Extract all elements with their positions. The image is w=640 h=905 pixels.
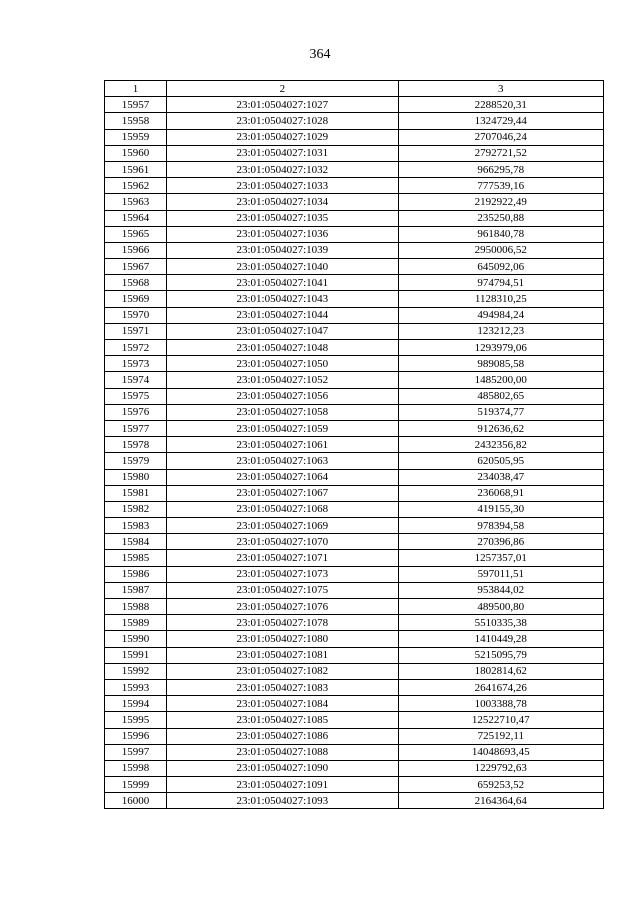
table-row [105, 372, 604, 388]
cadastral-number-cell: 23:01:0504027:1069 [167, 518, 398, 534]
table-row [105, 534, 604, 550]
table-row [105, 242, 604, 258]
value-cell: 234038,47 [398, 469, 603, 485]
table-row [105, 275, 604, 291]
table-row [105, 453, 604, 469]
column-header-2: 2 [167, 81, 398, 97]
table-row [105, 97, 604, 113]
row-number-cell: 15987 [105, 582, 167, 598]
cadastral-number-cell: 23:01:0504027:1086 [167, 728, 398, 744]
cadastral-number-cell: 23:01:0504027:1036 [167, 226, 398, 242]
cadastral-number-cell: 23:01:0504027:1061 [167, 437, 398, 453]
value-cell: 620505,95 [398, 453, 603, 469]
cadastral-number-cell: 23:01:0504027:1067 [167, 485, 398, 501]
value-cell: 1485200,00 [398, 372, 603, 388]
value-cell: 966295,78 [398, 161, 603, 177]
row-number-cell: 15972 [105, 340, 167, 356]
row-number-cell: 15975 [105, 388, 167, 404]
table-row [105, 404, 604, 420]
table-row [105, 663, 604, 679]
table-row [105, 777, 604, 793]
value-cell: 659253,52 [398, 777, 603, 793]
value-cell: 14048693,45 [398, 744, 603, 760]
cadastral-number-cell: 23:01:0504027:1031 [167, 145, 398, 161]
value-cell: 645092,06 [398, 259, 603, 275]
table-row [105, 615, 604, 631]
row-number-cell: 15982 [105, 501, 167, 517]
value-cell: 974794,51 [398, 275, 603, 291]
value-cell: 494984,24 [398, 307, 603, 323]
value-cell: 2432356,82 [398, 437, 603, 453]
value-cell: 12522710,47 [398, 712, 603, 728]
cadastral-number-cell: 23:01:0504027:1058 [167, 404, 398, 420]
cadastral-number-cell: 23:01:0504027:1041 [167, 275, 398, 291]
value-cell: 1293979,06 [398, 340, 603, 356]
cadastral-number-cell: 23:01:0504027:1059 [167, 420, 398, 436]
table-row [105, 161, 604, 177]
table-row [105, 744, 604, 760]
value-cell: 419155,30 [398, 501, 603, 517]
value-cell: 1410449,28 [398, 631, 603, 647]
cadastral-number-cell: 23:01:0504027:1043 [167, 291, 398, 307]
row-number-cell: 15958 [105, 113, 167, 129]
cadastral-number-cell: 23:01:0504027:1080 [167, 631, 398, 647]
cadastral-number-cell: 23:01:0504027:1064 [167, 469, 398, 485]
table-row [105, 356, 604, 372]
cadastral-number-cell: 23:01:0504027:1040 [167, 259, 398, 275]
row-number-cell: 15984 [105, 534, 167, 550]
value-cell: 912636,62 [398, 420, 603, 436]
table-row [105, 679, 604, 695]
value-cell: 777539,16 [398, 178, 603, 194]
table-row [105, 518, 604, 534]
row-number-cell: 15973 [105, 356, 167, 372]
table-row [105, 113, 604, 129]
value-cell: 2950006,52 [398, 242, 603, 258]
value-cell: 485802,65 [398, 388, 603, 404]
row-number-cell: 15983 [105, 518, 167, 534]
value-cell: 2707046,24 [398, 129, 603, 145]
row-number-cell: 15969 [105, 291, 167, 307]
row-number-cell: 15991 [105, 647, 167, 663]
row-number-cell: 15965 [105, 226, 167, 242]
table-row [105, 550, 604, 566]
table-header-row [105, 81, 604, 97]
row-number-cell: 15957 [105, 97, 167, 113]
row-number-cell: 15976 [105, 404, 167, 420]
cadastral-number-cell: 23:01:0504027:1052 [167, 372, 398, 388]
table-row [105, 210, 604, 226]
table-row [105, 712, 604, 728]
table-row [105, 469, 604, 485]
value-cell: 1257357,01 [398, 550, 603, 566]
cadastral-number-cell: 23:01:0504027:1081 [167, 647, 398, 663]
table-row [105, 129, 604, 145]
cadastral-number-cell: 23:01:0504027:1068 [167, 501, 398, 517]
column-header-3: 3 [398, 81, 603, 97]
cadastral-number-cell: 23:01:0504027:1073 [167, 566, 398, 582]
data-table [104, 80, 604, 809]
cadastral-number-cell: 23:01:0504027:1083 [167, 679, 398, 695]
table-row [105, 501, 604, 517]
row-number-cell: 15999 [105, 777, 167, 793]
cadastral-number-cell: 23:01:0504027:1093 [167, 793, 398, 809]
value-cell: 1802814,62 [398, 663, 603, 679]
table-row [105, 259, 604, 275]
table-row [105, 307, 604, 323]
value-cell: 236068,91 [398, 485, 603, 501]
value-cell: 2164364,64 [398, 793, 603, 809]
cadastral-number-cell: 23:01:0504027:1082 [167, 663, 398, 679]
column-header-1: 1 [105, 81, 167, 97]
row-number-cell: 15967 [105, 259, 167, 275]
cadastral-number-cell: 23:01:0504027:1085 [167, 712, 398, 728]
table-row [105, 566, 604, 582]
row-number-cell: 15993 [105, 679, 167, 695]
value-cell: 1003388,78 [398, 696, 603, 712]
table-row [105, 194, 604, 210]
value-cell: 519374,77 [398, 404, 603, 420]
table-row [105, 178, 604, 194]
cadastral-number-cell: 23:01:0504027:1027 [167, 97, 398, 113]
row-number-cell: 15959 [105, 129, 167, 145]
table-row [105, 437, 604, 453]
cadastral-number-cell: 23:01:0504027:1075 [167, 582, 398, 598]
table-row [105, 599, 604, 615]
row-number-cell: 15990 [105, 631, 167, 647]
cadastral-number-cell: 23:01:0504027:1078 [167, 615, 398, 631]
cadastral-number-cell: 23:01:0504027:1034 [167, 194, 398, 210]
value-cell: 1229792,63 [398, 760, 603, 776]
row-number-cell: 15970 [105, 307, 167, 323]
table-row [105, 696, 604, 712]
row-number-cell: 15968 [105, 275, 167, 291]
table-body [105, 97, 604, 809]
value-cell: 270396,86 [398, 534, 603, 550]
row-number-cell: 15981 [105, 485, 167, 501]
cadastral-number-cell: 23:01:0504027:1028 [167, 113, 398, 129]
row-number-cell: 15986 [105, 566, 167, 582]
row-number-cell: 15964 [105, 210, 167, 226]
row-number-cell: 15966 [105, 242, 167, 258]
table-row [105, 760, 604, 776]
row-number-cell: 15995 [105, 712, 167, 728]
value-cell: 978394,58 [398, 518, 603, 534]
value-cell: 2641674,26 [398, 679, 603, 695]
cadastral-number-cell: 23:01:0504027:1056 [167, 388, 398, 404]
row-number-cell: 15994 [105, 696, 167, 712]
table-row [105, 793, 604, 809]
table-row [105, 582, 604, 598]
value-cell: 5215095,79 [398, 647, 603, 663]
row-number-cell: 15980 [105, 469, 167, 485]
cadastral-number-cell: 23:01:0504027:1091 [167, 777, 398, 793]
value-cell: 2288520,31 [398, 97, 603, 113]
row-number-cell: 16000 [105, 793, 167, 809]
table-row [105, 226, 604, 242]
table-row [105, 631, 604, 647]
cadastral-number-cell: 23:01:0504027:1048 [167, 340, 398, 356]
value-cell: 5510335,38 [398, 615, 603, 631]
table-row [105, 291, 604, 307]
cadastral-number-cell: 23:01:0504027:1033 [167, 178, 398, 194]
row-number-cell: 15992 [105, 663, 167, 679]
row-number-cell: 15989 [105, 615, 167, 631]
row-number-cell: 15997 [105, 744, 167, 760]
row-number-cell: 15961 [105, 161, 167, 177]
row-number-cell: 15996 [105, 728, 167, 744]
cadastral-number-cell: 23:01:0504027:1029 [167, 129, 398, 145]
cadastral-number-cell: 23:01:0504027:1090 [167, 760, 398, 776]
value-cell: 1128310,25 [398, 291, 603, 307]
cadastral-number-cell: 23:01:0504027:1084 [167, 696, 398, 712]
cadastral-number-cell: 23:01:0504027:1076 [167, 599, 398, 615]
cadastral-number-cell: 23:01:0504027:1035 [167, 210, 398, 226]
table-row [105, 323, 604, 339]
row-number-cell: 15988 [105, 599, 167, 615]
table-row [105, 485, 604, 501]
value-cell: 989085,58 [398, 356, 603, 372]
value-cell: 123212,23 [398, 323, 603, 339]
row-number-cell: 15978 [105, 437, 167, 453]
cadastral-number-cell: 23:01:0504027:1071 [167, 550, 398, 566]
cadastral-number-cell: 23:01:0504027:1039 [167, 242, 398, 258]
table-row [105, 388, 604, 404]
cadastral-number-cell: 23:01:0504027:1063 [167, 453, 398, 469]
row-number-cell: 15960 [105, 145, 167, 161]
table-row [105, 420, 604, 436]
table-row [105, 728, 604, 744]
value-cell: 961840,78 [398, 226, 603, 242]
value-cell: 725192,11 [398, 728, 603, 744]
page-number: 364 [309, 47, 331, 62]
row-number-cell: 15974 [105, 372, 167, 388]
row-number-cell: 15979 [105, 453, 167, 469]
cadastral-number-cell: 23:01:0504027:1047 [167, 323, 398, 339]
cadastral-number-cell: 23:01:0504027:1044 [167, 307, 398, 323]
value-cell: 2192922,49 [398, 194, 603, 210]
table-row [105, 145, 604, 161]
row-number-cell: 15963 [105, 194, 167, 210]
cadastral-number-cell: 23:01:0504027:1088 [167, 744, 398, 760]
table-row [105, 340, 604, 356]
row-number-cell: 15962 [105, 178, 167, 194]
value-cell: 489500,80 [398, 599, 603, 615]
row-number-cell: 15985 [105, 550, 167, 566]
value-cell: 1324729,44 [398, 113, 603, 129]
value-cell: 597011,51 [398, 566, 603, 582]
value-cell: 235250,88 [398, 210, 603, 226]
row-number-cell: 15998 [105, 760, 167, 776]
value-cell: 953844,02 [398, 582, 603, 598]
row-number-cell: 15977 [105, 420, 167, 436]
cadastral-number-cell: 23:01:0504027:1070 [167, 534, 398, 550]
cadastral-number-cell: 23:01:0504027:1032 [167, 161, 398, 177]
cadastral-number-cell: 23:01:0504027:1050 [167, 356, 398, 372]
value-cell: 2792721,52 [398, 145, 603, 161]
table-row [105, 647, 604, 663]
row-number-cell: 15971 [105, 323, 167, 339]
